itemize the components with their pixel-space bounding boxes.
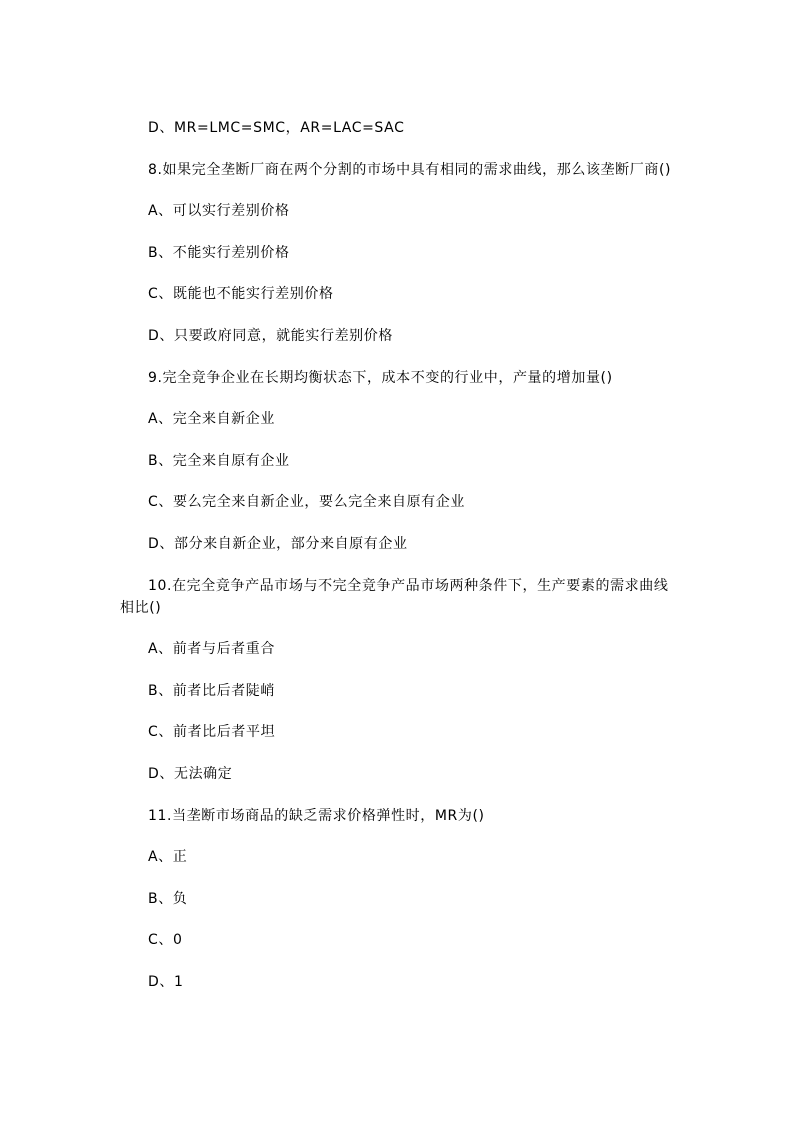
option-9d: D、部分来自新企业，部分来自原有企业 [148, 535, 408, 552]
option-11a: A、正 [148, 849, 188, 866]
option-10c: C、前者比后者平坦 [148, 724, 276, 741]
option-11c: C、0 [148, 932, 183, 949]
option-8d: D、只要政府同意，就能实行差别价格 [148, 327, 393, 344]
option-9b: B、完全来自原有企业 [148, 452, 290, 469]
option-8c: C、既能也不能实行差别价格 [148, 286, 334, 303]
option-11b: B、负 [148, 890, 188, 907]
option-10d: D、无法确定 [148, 765, 233, 782]
document-body [120, 117, 678, 1012]
option-10b: B、前者比后者陡峭 [148, 682, 276, 699]
question-8: 8.如果完全垄断厂商在两个分割的市场中具有相同的需求曲线，那么该垄断厂商() [148, 161, 672, 178]
option-9a: A、完全来自新企业 [148, 411, 275, 428]
option-11d: D、1 [148, 973, 184, 990]
question-11: 11.当垄断市场商品的缺乏需求价格弹性时，MR为() [148, 807, 485, 824]
option-8a: A、可以实行差别价格 [148, 203, 290, 220]
question-10: 10.在完全竞争产品市场与不完全竞争产品市场两种条件下，生产要素的需求曲线相比() [120, 577, 669, 616]
option-10a: A、前者与后者重合 [148, 641, 275, 658]
question-9: 9.完全竞争企业在长期均衡状态下，成本不变的行业中，产量的增加量() [148, 369, 613, 386]
option-7d: D、MR=LMC=SMC，AR=LAC=SAC [148, 120, 405, 136]
option-9c: C、要么完全来自新企业，要么完全来自原有企业 [148, 494, 465, 511]
option-8b: B、不能实行差别价格 [148, 244, 290, 261]
